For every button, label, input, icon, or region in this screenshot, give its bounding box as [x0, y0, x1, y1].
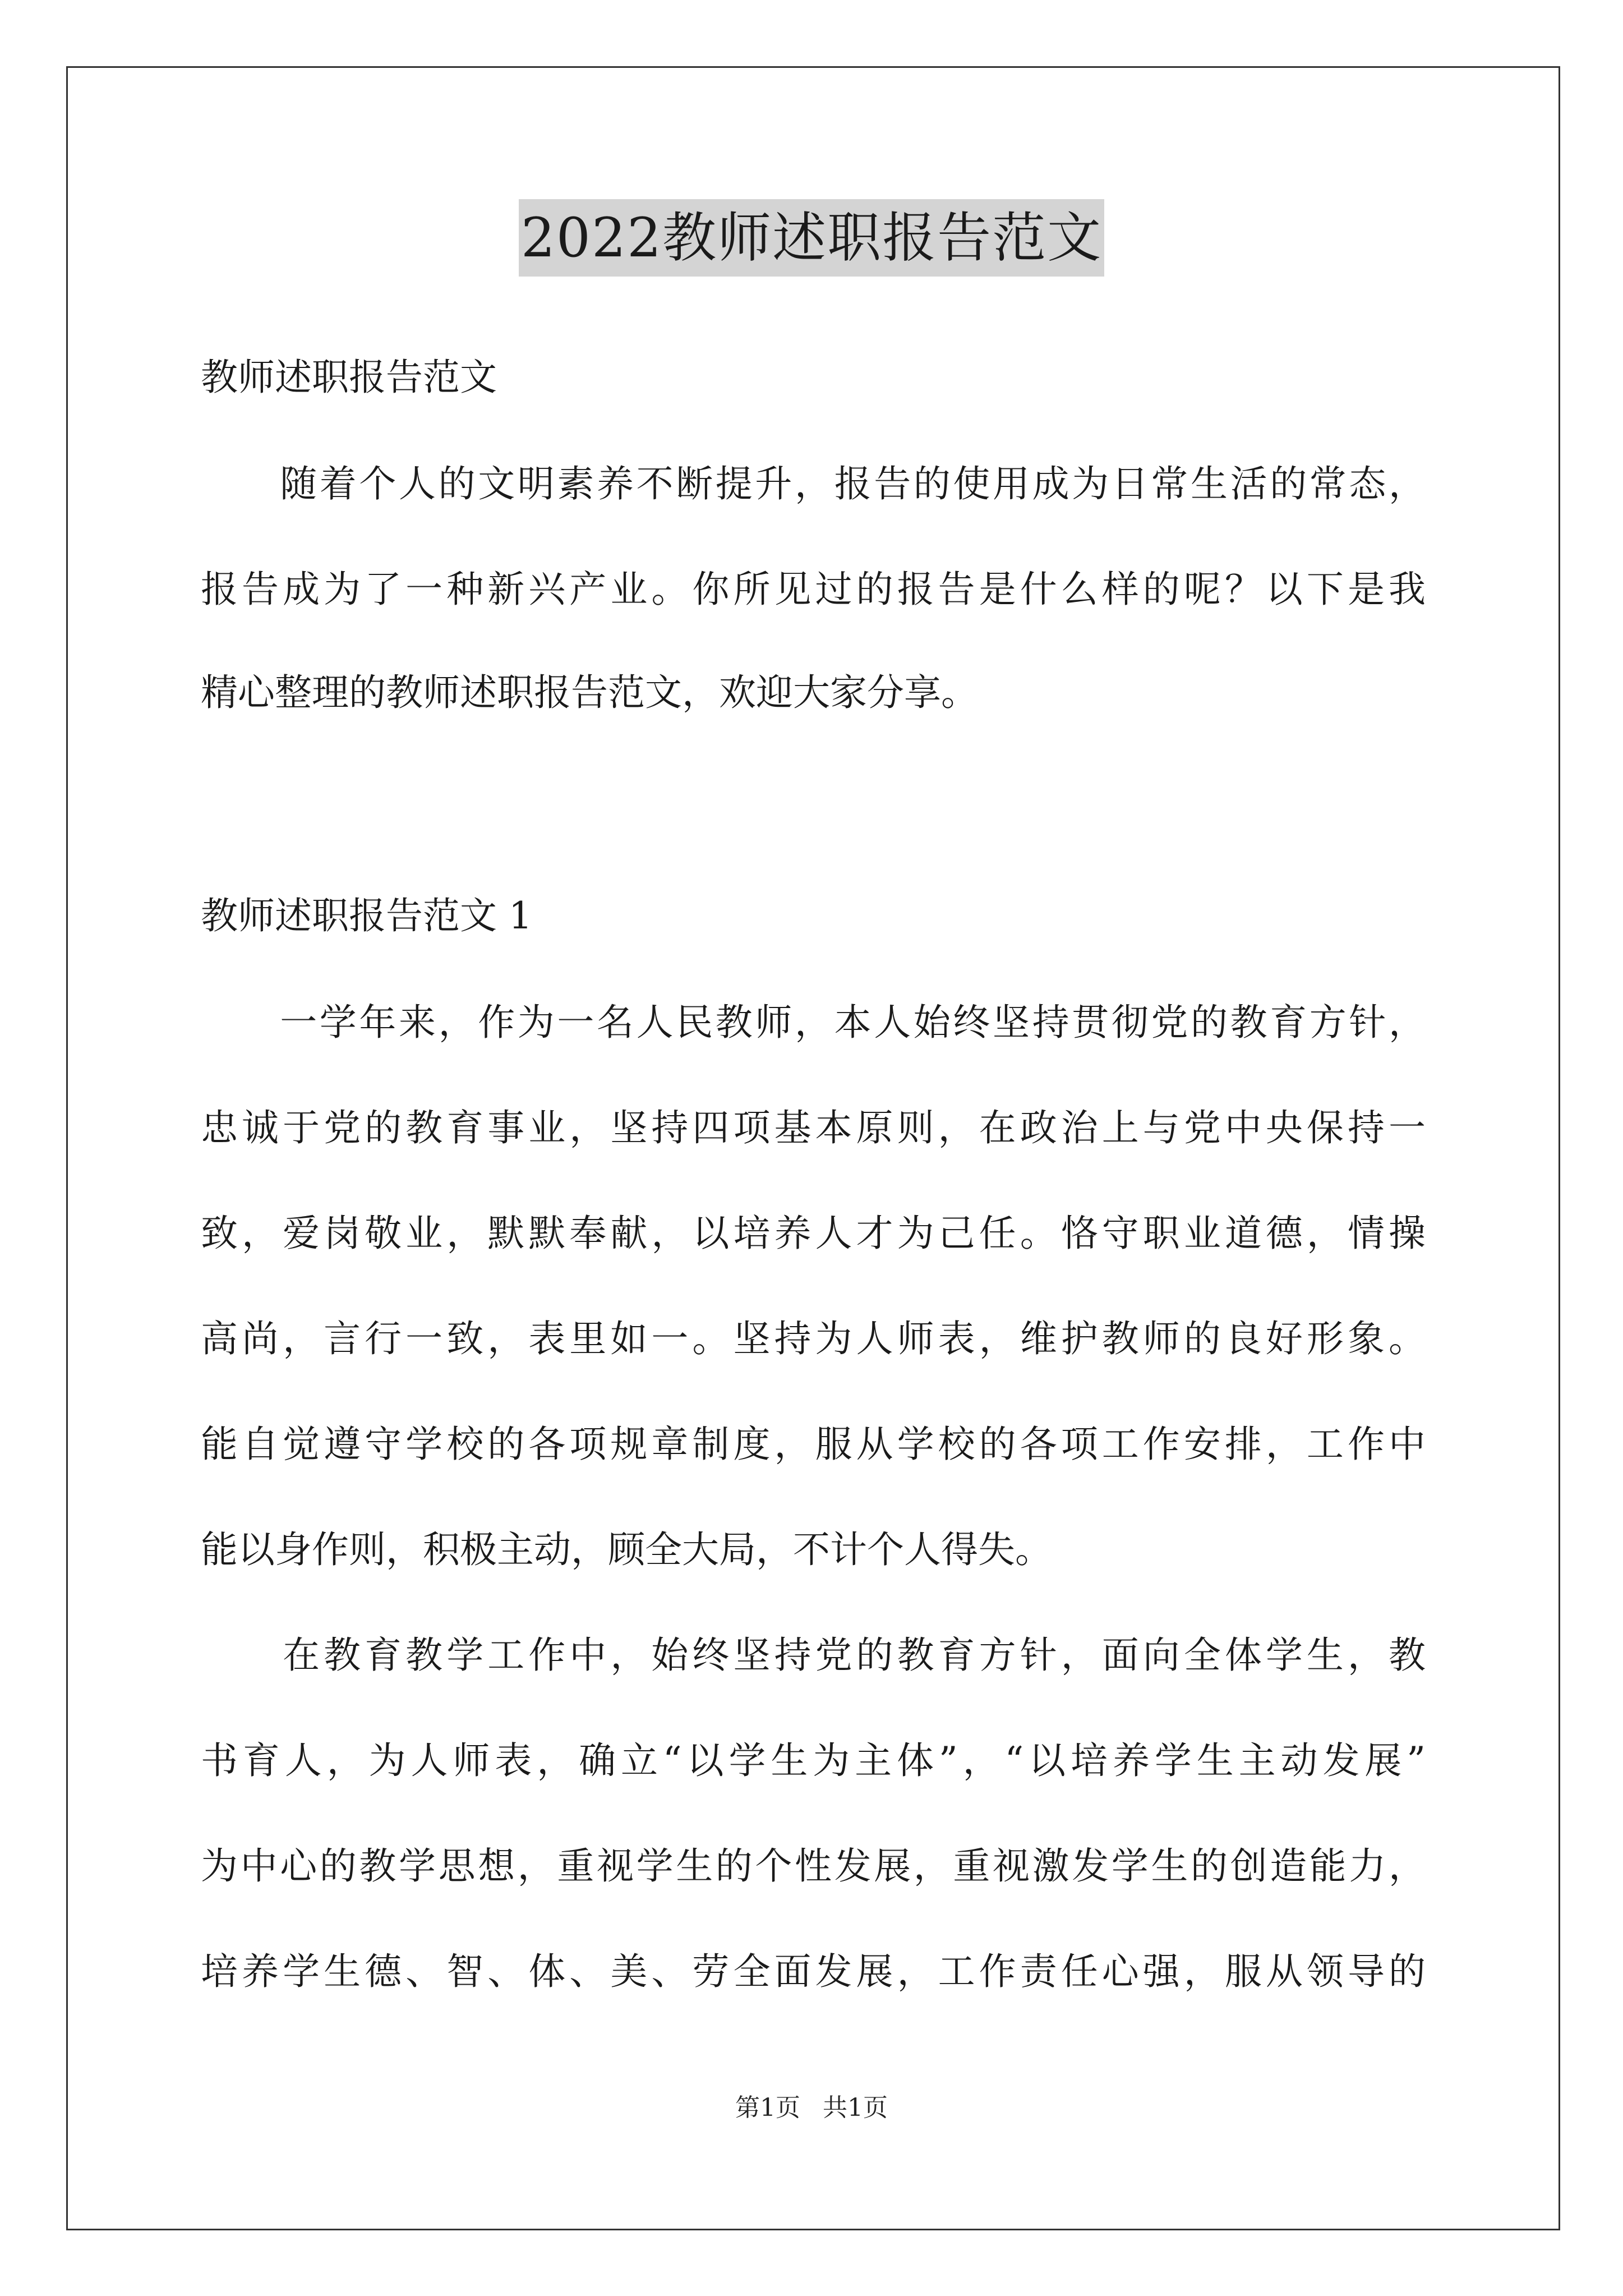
body-line-7: 在教育教学工作中，始终坚持党的教育方针，面向全体学生，教 [201, 1634, 1426, 1677]
page-number-total: 共1页 [823, 2093, 888, 2122]
document-subtitle: 教师述职报告范文 [201, 356, 497, 399]
body-line-5: 能自觉遵守学校的各项规章制度，服从学校的各项工作安排，工作中 [201, 1423, 1426, 1466]
body-line-6: 能以身作则，积极主动，顾全大局，不计个人得失。 [201, 1528, 1052, 1571]
body-line-2: 忠诚于党的教育事业，坚持四项基本原则，在政治上与党中央保持一 [201, 1106, 1426, 1149]
body-line-3: 致，爱岗敬业，默默奉献，以培养人才为己任。恪守职业道德，情操 [201, 1212, 1426, 1255]
body-line-1: 一学年来，作为一名人民教师，本人始终坚持贯彻党的教育方针， [201, 1001, 1426, 1044]
intro-line-1: 随着个人的文明素养不断提升，报告的使用成为日常生活的常态， [201, 462, 1426, 505]
body-line-4: 高尚，言行一致，表里如一。坚持为人师表，维护教师的良好形象。 [201, 1317, 1426, 1360]
body-line-10: 培养学生德、智、体、美、劳全面发展，工作责任心强，服从领导的 [201, 1950, 1426, 1993]
document-title-text: 2022教师述职报告范文 [519, 199, 1104, 277]
body-line-9: 为中心的教学思想，重视学生的个性发展，重视激发学生的创造能力， [201, 1844, 1426, 1888]
page-number-current: 第1页 [735, 2093, 800, 2122]
intro-line-2: 报告成为了一种新兴产业。你所见过的报告是什么样的呢？以下是我 [201, 568, 1426, 611]
section-heading: 教师述职报告范文 1 [201, 894, 532, 937]
page-footer [0, 2091, 1623, 2125]
intro-line-3: 精心整理的教师述职报告范文，欢迎大家分享。 [201, 671, 978, 714]
document-title [0, 199, 1623, 277]
body-line-8: 书育人，为人师表，确立“以学生为主体”，“以培养学生主动发展” [201, 1739, 1426, 1782]
